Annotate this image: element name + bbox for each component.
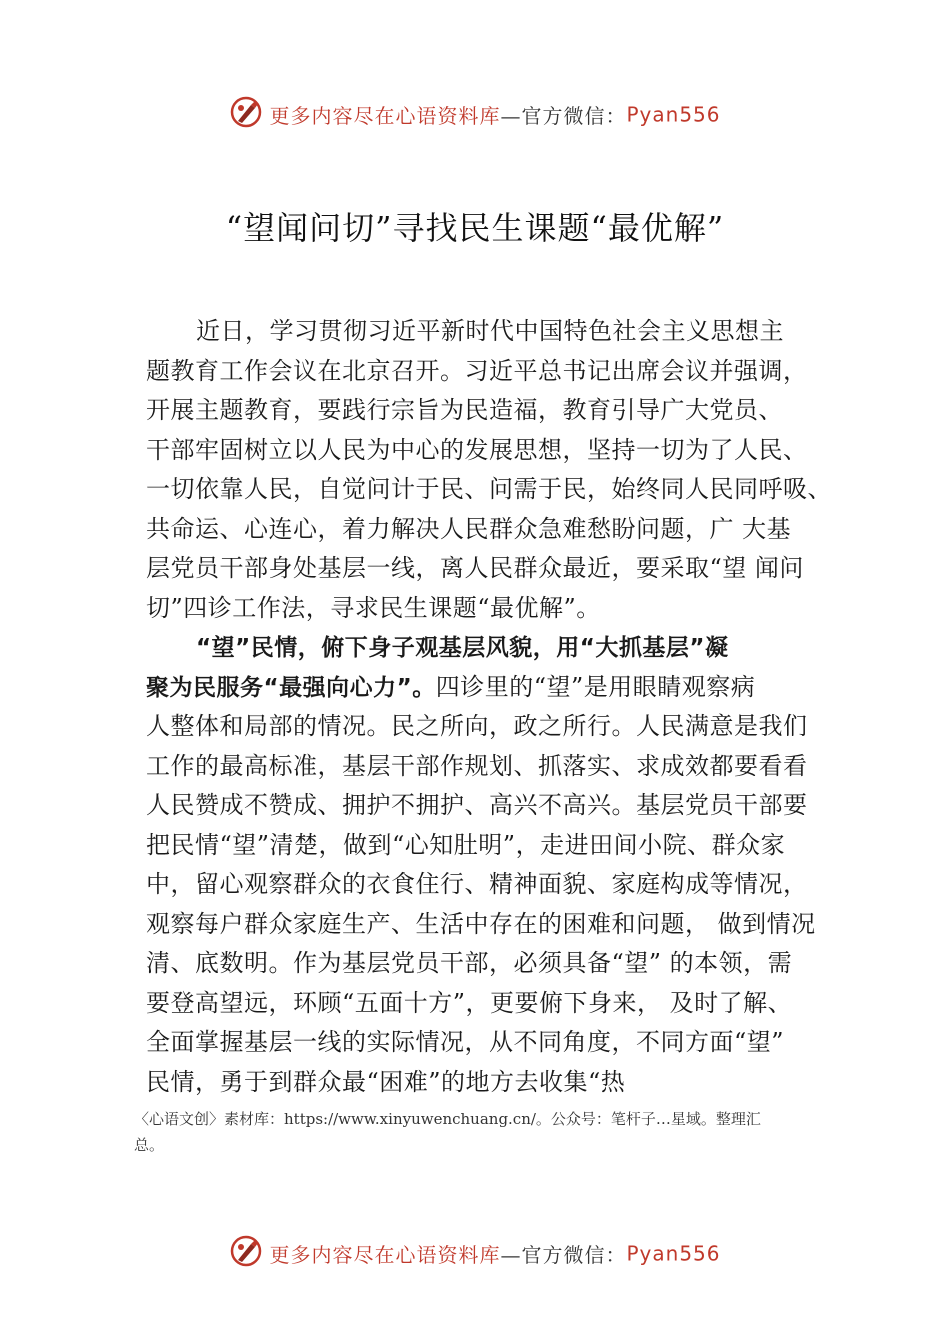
paragraph2-line: 中，留心观察群众的衣食住行、精神面貌、家庭构成等情况， [146,870,808,898]
paragraph2-line: 清、底数明。作为基层党员干部，必须具备“望” 的本领，需 [146,949,793,977]
paragraph1-line: 切”四诊工作法，寻求民生课题“最优解”。 [146,593,601,622]
paragraph2-line [146,668,846,708]
pen-nib-logo-icon [229,95,263,134]
document-body [146,312,846,1102]
footnote-line: 总。 [134,1136,165,1154]
paragraph2-line: 工作的最高标准，基层干部作规划、抓落实、求成效都要看看 [146,751,808,780]
paragraph1-line: 干部牢固树立以人民为中心的发展思想，坚持一切为了人民、 [146,435,808,464]
paragraph2-line [146,628,846,668]
banner-lead-text: 更多内容尽在心语资料库 [269,1243,501,1267]
pen-nib-logo-icon [229,1234,263,1273]
header-banner [0,95,950,134]
section-heading-part2: 聚为民服务“最强向心力”。 [146,674,436,701]
paragraph2-line: 人民赞成不赞成、拥护不拥护、高兴不高兴。基层党员干部要 [146,791,808,819]
paragraph2-line: 观察每户群众家庭生产、生活中存在的困难和问题， 做到情况 [146,909,816,938]
paragraph1-line: 近日，学习贯彻习近平新时代中国特色社会主义思想主 [196,317,784,345]
paragraph1-line: 一切依靠人民，自觉问计于民、问需于民，始终同人民同呼吸、 [146,475,832,503]
banner-wechat-id: Pyan556 [626,102,721,127]
paragraph2-line: 要登高望远，环顾“五面十方”，更要俯下身来， 及时了解、 [146,988,793,1017]
paragraph2-line: 民情，勇于到群众最“困难”的地方去收集“热 [146,1067,626,1096]
document-title: “望闻问切”寻找民生课题“最优解” [225,209,725,247]
paragraph1-line: 开展主题教育，要践行宗旨为民造福，教育引导广大党员、 [146,396,783,424]
footer-banner [0,1234,950,1273]
paragraph2-line: 全面掌握基层一线的实际情况，从不同角度，不同方面“望” [146,1028,785,1056]
section-heading-part1: “望”民情，俯下身子观基层风貌，用“大抓基层”凝 [196,635,729,661]
paragraph2-line: 人整体和局部的情况。民之所向，政之所行。人民满意是我们 [146,712,808,740]
banner-separator-text: —官方微信： [500,1243,627,1267]
source-footnote [134,1106,834,1158]
paragraph1-line: 层党员干部身处基层一线，离人民群众最近，要采取“望 闻问 [146,554,804,582]
footnote-line: 〈心语文创〉素材库：https://www.xinyuwenchuang.cn/。公众号：笔杆子…星域。整理汇 [134,1110,761,1128]
paragraph2-line: 把民情“望”清楚，做到“心知肚明”，走进田间小院、群众家 [146,830,786,859]
paragraph2-text: 四诊里的“望”是用眼睛观察病 [435,672,756,701]
paragraph1-line: 共命运、心连心，着力解决人民群众急难愁盼问题，广 大基 [146,514,792,543]
paragraph1-line: 题教育工作会议在北京召开。习近平总书记出席会议并强调， [146,356,808,385]
banner-wechat-id: Pyan556 [626,1241,721,1266]
banner-separator-text: —官方微信： [500,104,627,128]
banner-lead-text: 更多内容尽在心语资料库 [269,104,501,128]
